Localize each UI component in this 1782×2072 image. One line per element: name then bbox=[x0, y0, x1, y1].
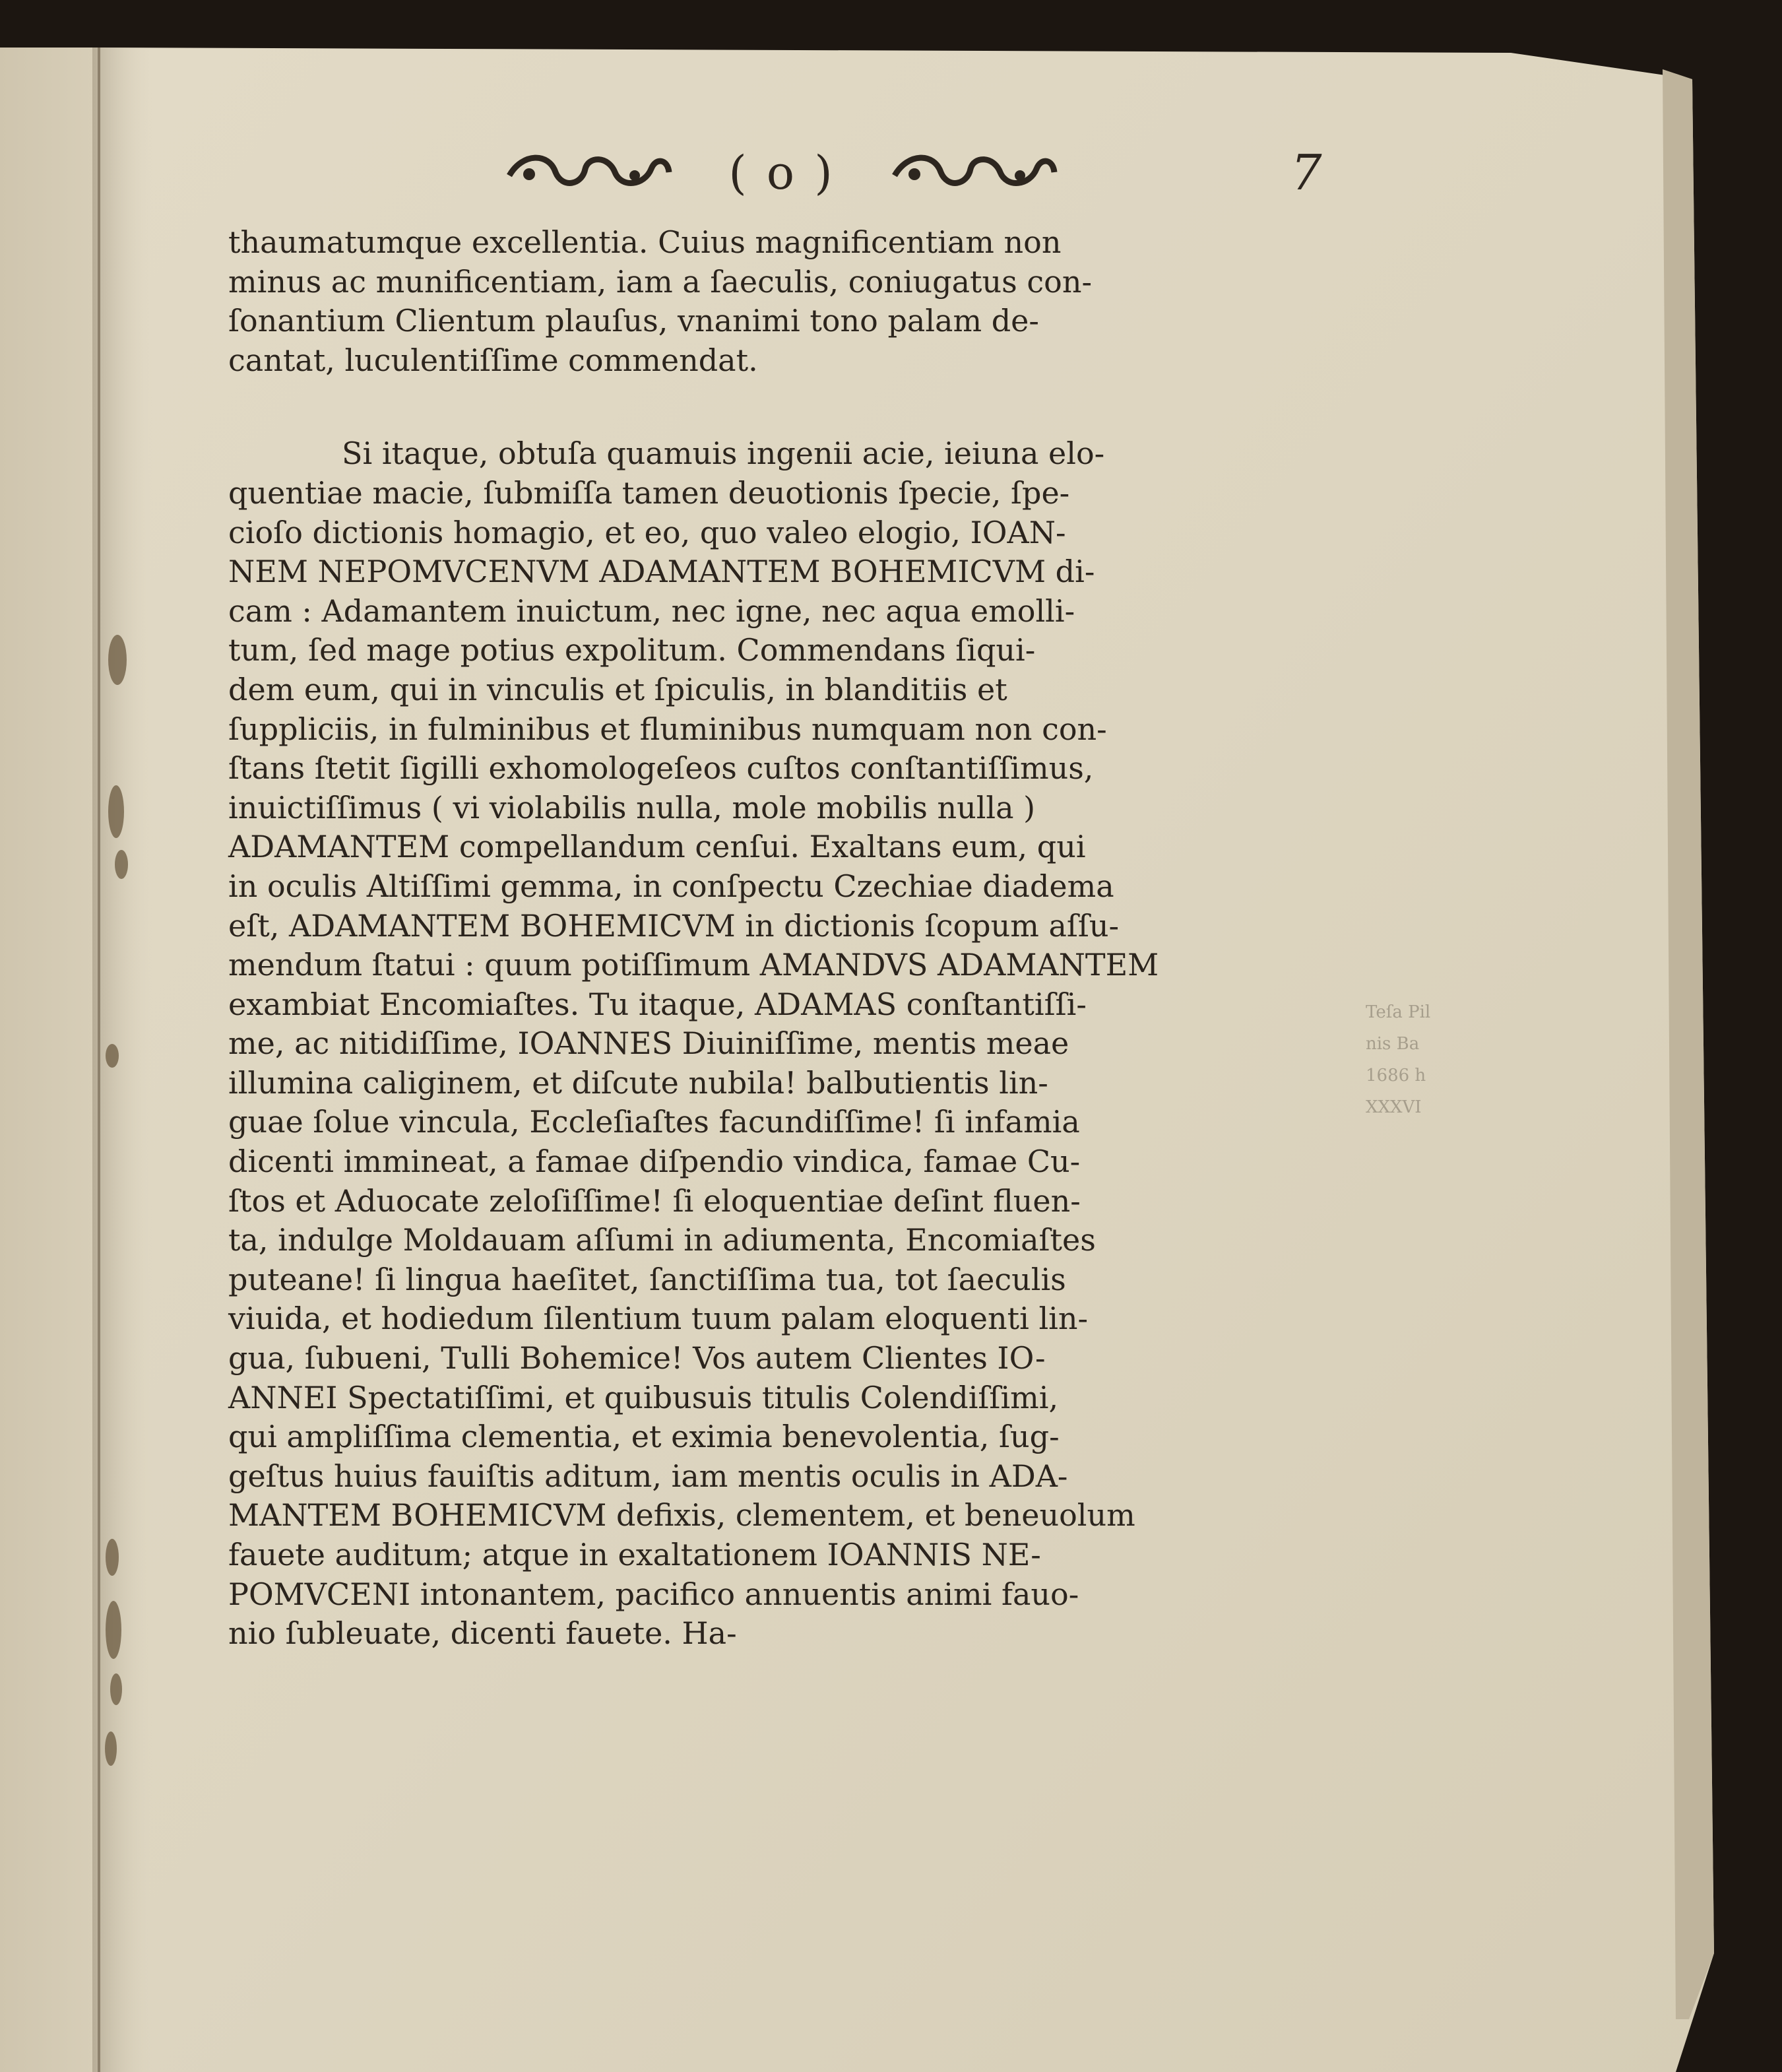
show-through-line: 1686 h bbox=[1366, 1066, 1426, 1085]
text-line: thaumatumque excellentia. Cuius magnificentiam non bbox=[228, 224, 1062, 260]
show-through-line: XXXVI bbox=[1366, 1097, 1422, 1117]
text-line: ſtans ſtetit ſigilli exhomologeſeos cuſtos conſtantiſſimus, bbox=[228, 750, 1094, 787]
body-text bbox=[228, 223, 1325, 1654]
text-line: dem eum, qui in vinculis et ſpiculis, in blanditiis et bbox=[228, 671, 1007, 707]
text-line: geſtus huius fauiſtis aditum, iam mentis oculis in ADA- bbox=[228, 1458, 1068, 1494]
gutter-shadow bbox=[92, 48, 152, 2072]
text-line: mendum ſtatui : quum potiſſimum AMANDVS ADAMANTEM bbox=[228, 947, 1159, 983]
text-line: qui ampliſſima clementia, et eximia benevolentia, ſug- bbox=[228, 1419, 1060, 1455]
text-line: tum, ſed mage potius expolitum. Commendans ſiqui- bbox=[228, 632, 1036, 668]
text-line: ſtos et Aduocate zeloſiſſime! ſi eloquentiae deſint fluen- bbox=[228, 1182, 1081, 1219]
text-line: illumina caliginem, et diſcute nubila! balbutientis lin- bbox=[228, 1064, 1048, 1101]
text-line: cioſo dictionis homagio, et eo, quo valeo elogio, IOAN- bbox=[228, 514, 1066, 550]
text-line: eſt, ADAMANTEM BOHEMICVM in dictionis ſcopum aſſu- bbox=[228, 907, 1120, 944]
text-line: ADAMANTEM compellandum cenſui. Exaltans eum, qui bbox=[228, 829, 1086, 865]
text-line: me, ac nitidiſſime, IOANNES Diuiniſſime, mentis meae bbox=[228, 1025, 1069, 1062]
header-mark: ( o ) bbox=[728, 146, 835, 200]
text-line: POMVCENI intonantem, pacifico annuentis animi fauo- bbox=[228, 1576, 1079, 1612]
show-through-text bbox=[1366, 996, 1511, 1123]
text-line: nio ſubleuate, dicenti fauete. Ha- bbox=[228, 1615, 737, 1652]
page-number: 7 bbox=[1290, 145, 1322, 201]
header-ornament-left bbox=[503, 149, 674, 195]
text-line: minus ac munificentiam, iam a ſaeculis, coniugatus con- bbox=[228, 263, 1093, 300]
text-line: quentiae macie, ſubmiſſa tamen deuotionis ſpecie, ſpe- bbox=[228, 474, 1070, 511]
text-line: ſonantium Clientum plauſus, vnanimi tono palam de- bbox=[228, 303, 1039, 339]
text-line: exambiat Encomiaſtes. Tu itaque, ADAMAS conſtantiſſi- bbox=[228, 986, 1087, 1022]
text-line: puteane! ſi lingua haeſitet, ſanctiſſima tua, tot ſaeculis bbox=[228, 1261, 1066, 1297]
text-line: guae ſolue vincula, Eccleſiaſtes facundiſſime! ſi infamia bbox=[228, 1104, 1080, 1140]
show-through-line: Teſa Pil bbox=[1366, 1002, 1431, 1022]
text-line: cam : Adamantem inuictum, nec igne, nec aqua emolli- bbox=[228, 593, 1075, 629]
text-line: gua, ſubueni, Tulli Bohemice! Vos autem Clientes IO- bbox=[228, 1340, 1046, 1376]
text-line: ANNEI Spectatiſſimi, et quibusuis titulis Colendiſſimi, bbox=[228, 1379, 1059, 1415]
header-ornament-right bbox=[888, 149, 1060, 195]
text-line: fauete auditum; atque in exaltationem IOANNIS NE- bbox=[228, 1537, 1041, 1572]
text-line: ſuppliciis, in fulminibus et fluminibus numquam non con- bbox=[228, 711, 1107, 747]
text-line: Si itaque, obtuſa quamuis ingenii acie, ieiuna elo- bbox=[342, 436, 1105, 472]
text-line: viuida, et hodiedum ſilentium tuum palam eloquenti lin- bbox=[228, 1301, 1089, 1337]
show-through-line: nis Ba bbox=[1366, 1034, 1420, 1054]
text-line: MANTEM BOHEMICVM defixis, clementem, et beneuolum bbox=[228, 1497, 1135, 1534]
text-line: in oculis Altiſſimi gemma, in conſpectu Czechiae diadema bbox=[228, 868, 1114, 904]
left-page bbox=[0, 48, 106, 2072]
text-line: inuictiſſimus ( vi violabilis nulla, mole mobilis nulla ) bbox=[228, 789, 1036, 826]
text-line: NEM NEPOMVCENVM ADAMANTEM BOHEMICVM di- bbox=[228, 554, 1095, 590]
text-line: ta, indulge Moldauam aſſumi in adiumenta, Encomiaſtes bbox=[228, 1222, 1096, 1258]
text-line: cantat, luculentiſſime commendat. bbox=[228, 342, 758, 378]
text-line: dicenti immineat, a famae diſpendio vindica, famae Cu- bbox=[228, 1144, 1081, 1180]
paragraph-break bbox=[228, 380, 1325, 434]
